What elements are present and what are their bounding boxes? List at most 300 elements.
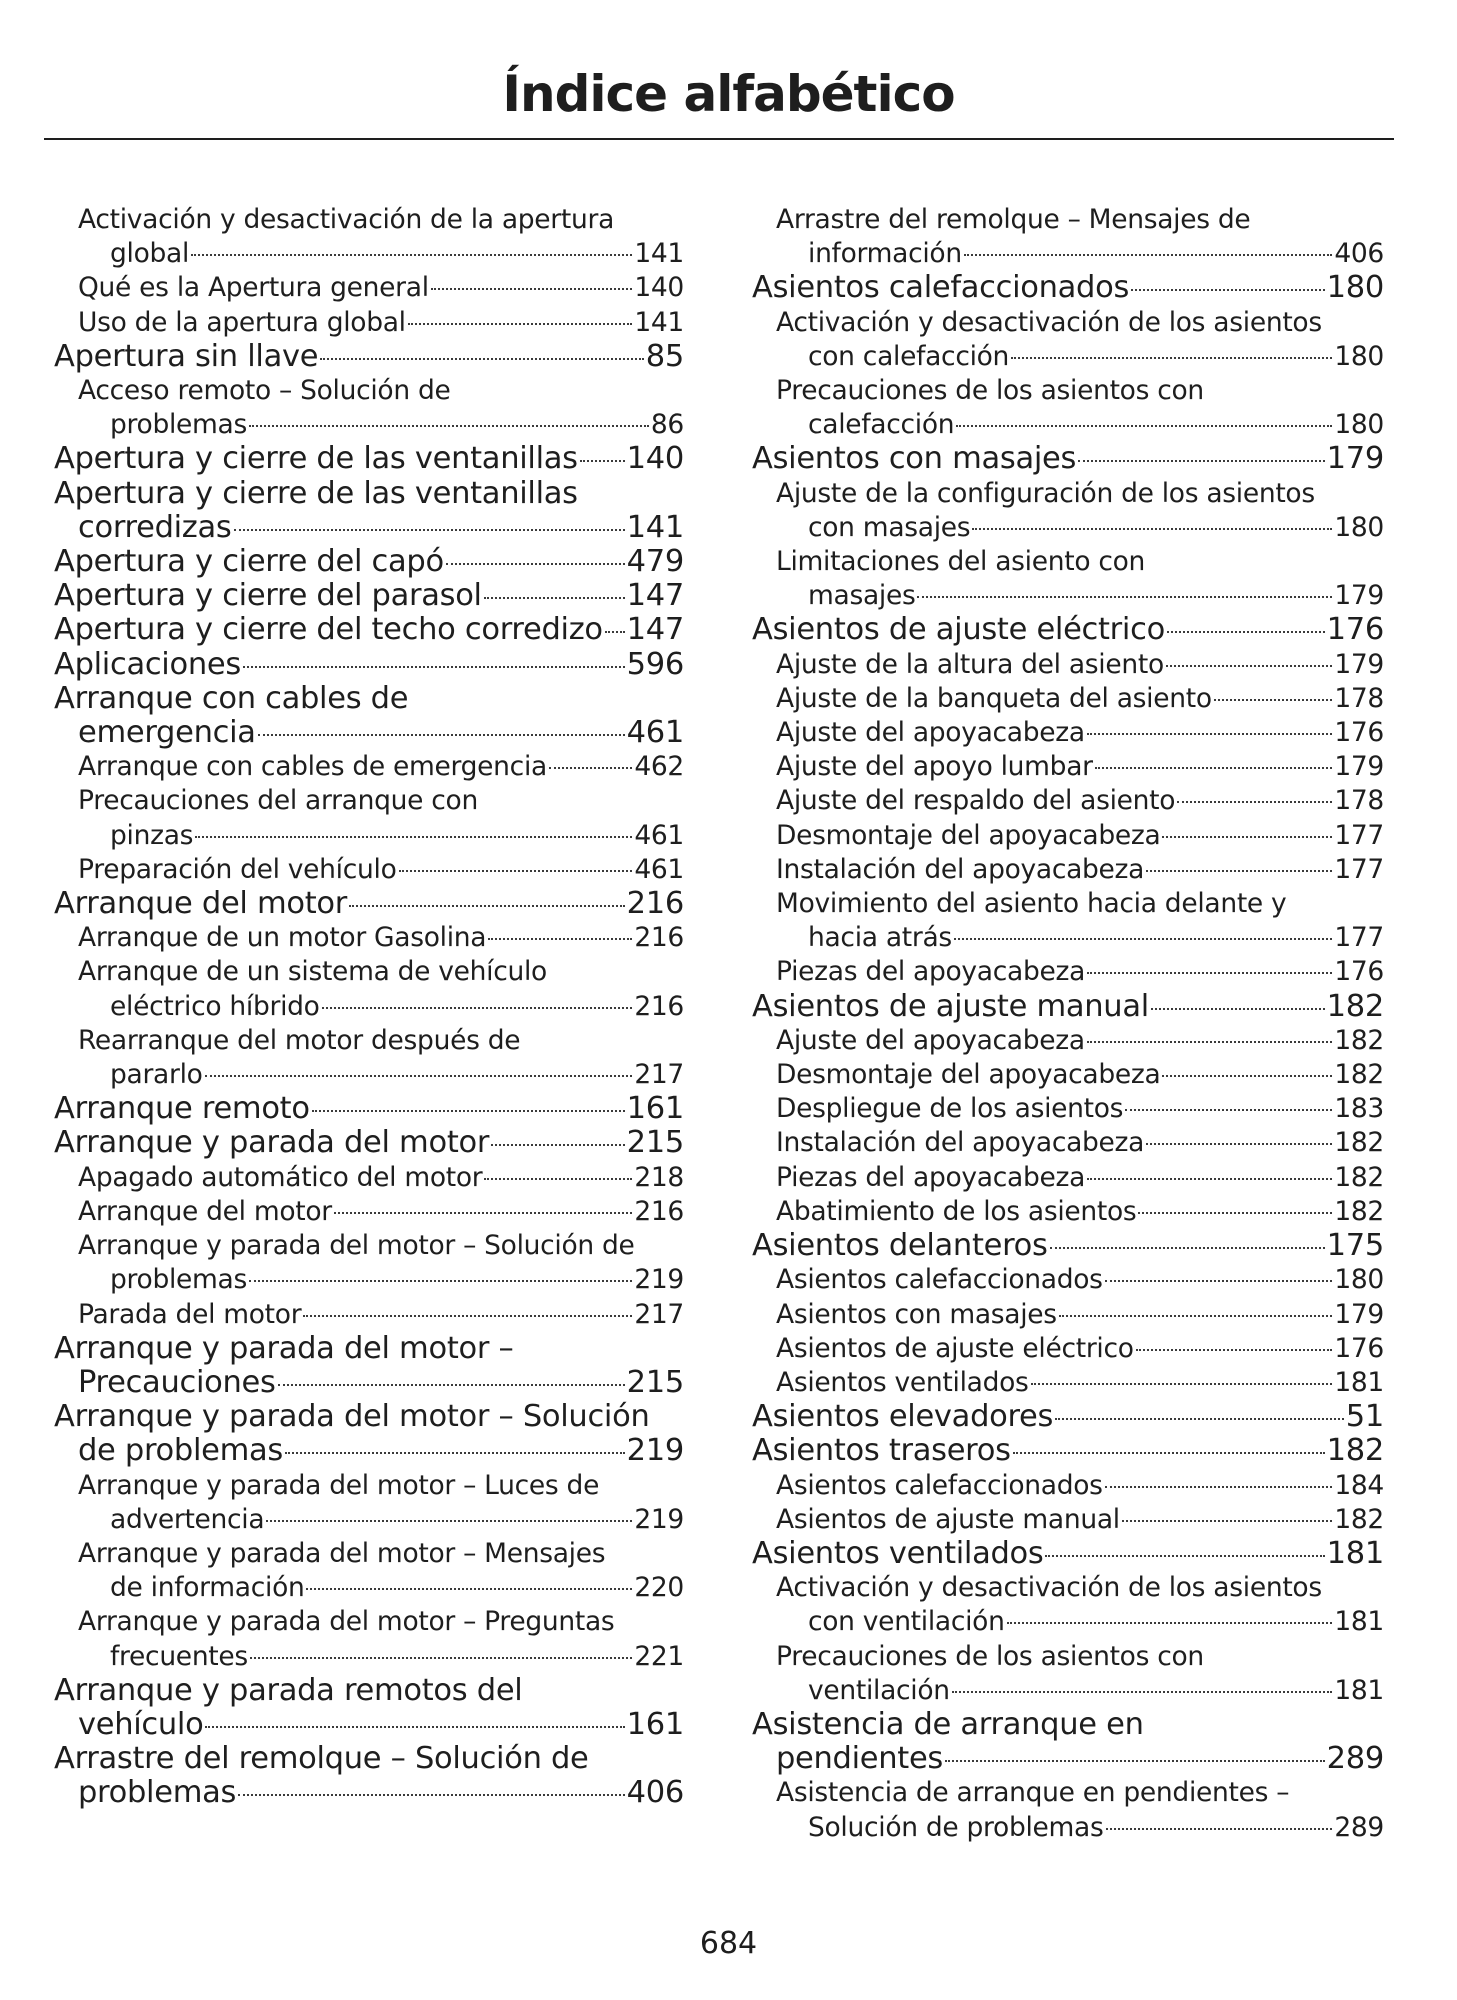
index-entry bbox=[54, 442, 684, 476]
entry-text: Arranque con cables de emergencia bbox=[78, 751, 547, 783]
page-reference: 184 bbox=[1334, 1469, 1384, 1501]
page-reference: 140 bbox=[634, 272, 684, 304]
entry-text: Movimiento del asiento hacia delante y bbox=[776, 888, 1287, 920]
entry-text: Precauciones del arranque con bbox=[78, 785, 478, 817]
index-subentry bbox=[752, 1161, 1384, 1195]
dot-leader bbox=[1106, 1828, 1333, 1830]
index-subentry bbox=[752, 1571, 1384, 1639]
page-reference: 182 bbox=[1334, 1127, 1384, 1159]
entry-text: de problemas bbox=[78, 1433, 284, 1469]
entry-text: Ajuste del apoyacabeza bbox=[776, 1024, 1085, 1056]
index-entry bbox=[54, 648, 684, 682]
dot-leader bbox=[258, 734, 625, 736]
dot-leader bbox=[945, 1760, 1325, 1762]
dot-leader bbox=[1087, 733, 1333, 735]
title-divider bbox=[44, 138, 1394, 140]
entry-text: Arrastre del remolque – Mensajes de bbox=[776, 204, 1251, 235]
page-reference: 177 bbox=[1334, 853, 1384, 885]
dot-leader bbox=[1095, 767, 1333, 769]
entry-text: Ajuste de la altura del asiento bbox=[776, 648, 1164, 680]
entry-text: Asientos calefaccionados bbox=[776, 1264, 1103, 1296]
entry-text: Apertura y cierre del capó bbox=[54, 544, 444, 580]
page-reference: 219 bbox=[626, 1433, 684, 1469]
dot-leader bbox=[605, 631, 625, 633]
page-reference: 179 bbox=[1326, 441, 1384, 477]
index-subentry bbox=[752, 887, 1384, 955]
dot-leader bbox=[249, 425, 649, 427]
index-subentry bbox=[752, 1776, 1384, 1844]
entry-text: Arranque y parada del motor – Mensajes bbox=[78, 1537, 606, 1569]
page-reference: 180 bbox=[1334, 340, 1384, 372]
entry-text: pendientes bbox=[776, 1741, 943, 1777]
index-subentry bbox=[54, 306, 684, 340]
page-reference: 86 bbox=[650, 409, 684, 441]
index-subentry bbox=[752, 784, 1384, 818]
page-reference: 180 bbox=[1334, 409, 1384, 441]
entry-text: Rearranque del motor después de bbox=[78, 1024, 521, 1056]
dot-leader bbox=[952, 1691, 1333, 1693]
index-entry bbox=[54, 613, 684, 647]
index-subentry bbox=[54, 750, 684, 784]
entry-text: Apagado automático del motor bbox=[78, 1161, 483, 1193]
entry-text: Activación y desactivación de los asientos bbox=[776, 306, 1322, 338]
page-reference: 289 bbox=[1334, 1811, 1384, 1843]
index-subentry bbox=[54, 203, 684, 271]
entry-text: Asientos calefaccionados bbox=[752, 270, 1130, 306]
dot-leader bbox=[334, 1212, 632, 1214]
dot-leader bbox=[320, 358, 644, 360]
index-subentry bbox=[54, 1024, 684, 1092]
index-entry bbox=[752, 442, 1384, 476]
dot-leader bbox=[306, 1588, 632, 1590]
index-column-left bbox=[54, 203, 684, 1811]
entry-text: Instalación del apoyacabeza bbox=[776, 1127, 1145, 1159]
index-subentry bbox=[752, 1126, 1384, 1160]
entry-text: con masajes bbox=[808, 511, 971, 543]
entry-text: Parada del motor bbox=[78, 1298, 302, 1330]
dot-leader bbox=[322, 1007, 633, 1009]
index-subentry bbox=[752, 682, 1384, 716]
entry-text: problemas bbox=[78, 1775, 237, 1811]
entry-text: Asientos calefaccionados bbox=[776, 1469, 1103, 1501]
page-reference: 181 bbox=[1326, 1535, 1384, 1571]
entry-text: Activación y desactivación de la apertura bbox=[78, 204, 615, 235]
dot-leader bbox=[1031, 1383, 1333, 1385]
index-subentry bbox=[54, 1605, 684, 1673]
index-entry bbox=[752, 1708, 1384, 1776]
dot-leader bbox=[1136, 1349, 1333, 1351]
index-subentry bbox=[752, 1332, 1384, 1366]
dot-leader bbox=[1078, 460, 1325, 462]
page-reference: 147 bbox=[626, 578, 684, 614]
page-reference: 182 bbox=[1334, 1024, 1384, 1056]
index-entry bbox=[54, 682, 684, 750]
index-subentry bbox=[752, 648, 1384, 682]
index-entry bbox=[752, 1537, 1384, 1571]
entry-text: calefacción bbox=[808, 409, 955, 441]
index-subentry bbox=[752, 750, 1384, 784]
index-column-right bbox=[752, 203, 1384, 1845]
page-reference: 51 bbox=[1345, 1399, 1384, 1435]
dot-leader bbox=[243, 666, 625, 668]
dot-leader bbox=[1131, 289, 1325, 291]
dot-leader bbox=[491, 1144, 625, 1146]
index-entry bbox=[752, 1400, 1384, 1434]
index-entry bbox=[54, 1332, 684, 1400]
index-subentry bbox=[752, 477, 1384, 545]
entry-text: Desmontaje del apoyacabeza bbox=[776, 819, 1161, 851]
dot-leader bbox=[349, 905, 625, 907]
index-entry bbox=[752, 1229, 1384, 1263]
index-subentry bbox=[752, 955, 1384, 989]
page-reference: 180 bbox=[1334, 511, 1384, 543]
page-reference: 596 bbox=[626, 646, 684, 682]
dot-leader bbox=[1011, 357, 1332, 359]
entry-text: Ajuste de la banqueta del asiento bbox=[776, 682, 1212, 714]
index-subentry bbox=[54, 1195, 684, 1229]
index-entry bbox=[54, 1400, 684, 1468]
entry-text: Asientos traseros bbox=[752, 1433, 1011, 1469]
entry-text: Abatimiento de los asientos bbox=[776, 1195, 1137, 1227]
entry-text: Despliegue de los asientos bbox=[776, 1093, 1124, 1125]
index-entry bbox=[54, 545, 684, 579]
index-subentry bbox=[752, 1024, 1384, 1058]
index-subentry bbox=[54, 1469, 684, 1537]
index-subentry bbox=[752, 1640, 1384, 1708]
index-entry bbox=[54, 1674, 684, 1742]
page-reference: 461 bbox=[626, 715, 684, 751]
entry-text: Arranque remoto bbox=[54, 1091, 310, 1127]
page-reference: 218 bbox=[634, 1161, 684, 1193]
index-subentry bbox=[54, 784, 684, 852]
page-reference: 216 bbox=[634, 922, 684, 954]
entry-text: Asientos ventilados bbox=[752, 1535, 1044, 1571]
index-entry bbox=[54, 1742, 684, 1810]
index-subentry bbox=[752, 716, 1384, 750]
page-reference: 217 bbox=[634, 1298, 684, 1330]
page-reference: 182 bbox=[1326, 1433, 1384, 1469]
dot-leader bbox=[1050, 1247, 1325, 1249]
dot-leader bbox=[285, 1452, 625, 1454]
entry-text: Ajuste del apoyo lumbar bbox=[776, 751, 1093, 783]
page-reference: 219 bbox=[634, 1264, 684, 1296]
dot-leader bbox=[205, 1726, 624, 1728]
page-reference: 161 bbox=[626, 1091, 684, 1127]
entry-text: Precauciones de los asientos con bbox=[776, 375, 1204, 407]
entry-text: Asientos elevadores bbox=[752, 1399, 1054, 1435]
dot-leader bbox=[1166, 665, 1332, 667]
dot-leader bbox=[956, 425, 1332, 427]
entry-text: Arranque y parada del motor – bbox=[54, 1330, 514, 1366]
entry-text: Asistencia de arranque en pendientes – bbox=[776, 1777, 1290, 1809]
entry-text: masajes bbox=[808, 580, 916, 612]
dot-leader bbox=[1146, 870, 1332, 872]
page-reference: 147 bbox=[626, 612, 684, 648]
index-subentry bbox=[752, 819, 1384, 853]
dot-leader bbox=[972, 528, 1332, 530]
entry-text: Arranque y parada remotos del bbox=[54, 1672, 523, 1708]
entry-text: Asientos ventilados bbox=[776, 1366, 1029, 1398]
entry-text: emergencia bbox=[78, 715, 256, 751]
entry-text: Apertura y cierre del techo corredizo bbox=[54, 612, 603, 648]
entry-text: Piezas del apoyacabeza bbox=[776, 956, 1086, 988]
page-reference: 141 bbox=[634, 306, 684, 338]
entry-text: Apertura y cierre del parasol bbox=[54, 578, 482, 614]
page-reference: 181 bbox=[1334, 1674, 1384, 1706]
dot-leader bbox=[1151, 1008, 1325, 1010]
dot-leader bbox=[1146, 1143, 1332, 1145]
index-subentry bbox=[54, 1161, 684, 1195]
dot-leader bbox=[205, 1075, 633, 1077]
entry-text: Qué es la Apertura general bbox=[78, 272, 429, 304]
dot-leader bbox=[278, 1384, 625, 1386]
index-subentry bbox=[54, 374, 684, 442]
entry-text: pararlo bbox=[110, 1059, 203, 1091]
index-subentry bbox=[54, 1537, 684, 1605]
index-entry bbox=[54, 887, 684, 921]
entry-text: de información bbox=[110, 1572, 305, 1604]
page-reference: 176 bbox=[1334, 717, 1384, 749]
dot-leader bbox=[266, 1520, 632, 1522]
index-subentry bbox=[54, 853, 684, 887]
dot-leader bbox=[238, 1794, 625, 1796]
entry-text: Arranque de un sistema de vehículo bbox=[78, 956, 547, 988]
dot-leader bbox=[1167, 631, 1325, 633]
page-reference: 216 bbox=[626, 886, 684, 922]
page-reference: 182 bbox=[1334, 1503, 1384, 1535]
page-reference: 180 bbox=[1334, 1264, 1384, 1296]
dot-leader bbox=[1007, 1622, 1333, 1624]
dot-leader bbox=[312, 1110, 625, 1112]
dot-leader bbox=[303, 1315, 632, 1317]
index-subentry bbox=[752, 1263, 1384, 1297]
dot-leader bbox=[917, 596, 1332, 598]
index-subentry bbox=[752, 1298, 1384, 1332]
dot-leader bbox=[954, 938, 1332, 940]
index-subentry bbox=[54, 1298, 684, 1332]
entry-text: Arranque y parada del motor bbox=[54, 1125, 490, 1161]
index-subentry bbox=[54, 271, 684, 305]
entry-text: Ajuste del apoyacabeza bbox=[776, 717, 1085, 749]
page-reference: 141 bbox=[626, 509, 684, 545]
entry-text: Uso de la apertura global bbox=[78, 306, 406, 338]
entry-text: Preparación del vehículo bbox=[78, 853, 397, 885]
dot-leader bbox=[1105, 1486, 1333, 1488]
dot-leader bbox=[191, 254, 632, 256]
entry-text: Asientos de ajuste manual bbox=[776, 1503, 1120, 1535]
dot-leader bbox=[484, 1178, 632, 1180]
entry-text: Precauciones bbox=[78, 1364, 276, 1400]
page-reference: 461 bbox=[634, 819, 684, 851]
dot-leader bbox=[1055, 1418, 1344, 1420]
dot-leader bbox=[1162, 836, 1332, 838]
entry-text: advertencia bbox=[110, 1503, 265, 1535]
index-subentry bbox=[752, 1366, 1384, 1400]
entry-text: Arranque y parada del motor – Solución de bbox=[78, 1230, 635, 1262]
page-reference: 461 bbox=[634, 853, 684, 885]
page-reference: 176 bbox=[1334, 1332, 1384, 1364]
entry-text: Asientos delanteros bbox=[752, 1228, 1048, 1264]
index-subentry bbox=[752, 374, 1384, 442]
entry-text: Asientos de ajuste manual bbox=[752, 988, 1149, 1024]
entry-text: Instalación del apoyacabeza bbox=[776, 853, 1145, 885]
entry-text: frecuentes bbox=[110, 1640, 248, 1672]
entry-text: con calefacción bbox=[808, 340, 1010, 372]
dot-leader bbox=[446, 563, 625, 565]
index-subentry bbox=[752, 1058, 1384, 1092]
entry-text: Asientos con masajes bbox=[776, 1298, 1057, 1330]
index-subentry bbox=[54, 921, 684, 955]
index-subentry bbox=[752, 203, 1384, 271]
page-reference: 179 bbox=[1334, 648, 1384, 680]
dot-leader bbox=[408, 323, 633, 325]
dot-leader bbox=[1214, 699, 1333, 701]
page-reference: 216 bbox=[634, 990, 684, 1022]
page-reference: 161 bbox=[626, 1706, 684, 1742]
page-reference: 176 bbox=[1334, 956, 1384, 988]
page-reference: 141 bbox=[634, 238, 684, 270]
entry-text: Arranque y parada del motor – Luces de bbox=[78, 1469, 600, 1501]
index-entry bbox=[54, 1092, 684, 1126]
dot-leader bbox=[549, 767, 632, 769]
dot-leader bbox=[1087, 1041, 1333, 1043]
dot-leader bbox=[1177, 801, 1332, 803]
page-reference: 182 bbox=[1326, 988, 1384, 1024]
entry-text: Asientos de ajuste eléctrico bbox=[752, 612, 1165, 648]
page-reference: 221 bbox=[634, 1640, 684, 1672]
dot-leader bbox=[250, 1657, 632, 1659]
page-reference: 177 bbox=[1334, 922, 1384, 954]
dot-leader bbox=[1059, 1315, 1333, 1317]
index-entry bbox=[54, 340, 684, 374]
dot-leader bbox=[399, 870, 633, 872]
page-reference: 462 bbox=[634, 751, 684, 783]
entry-text: problemas bbox=[110, 409, 247, 441]
dot-leader bbox=[1087, 1178, 1332, 1180]
page-reference: 215 bbox=[626, 1364, 684, 1400]
page-reference: 479 bbox=[626, 544, 684, 580]
entry-text: Apertura sin llave bbox=[54, 338, 319, 374]
page-reference: 181 bbox=[1334, 1606, 1384, 1638]
entry-text: eléctrico híbrido bbox=[110, 990, 320, 1022]
index-subentry bbox=[752, 853, 1384, 887]
dot-leader bbox=[1122, 1520, 1332, 1522]
index-entry bbox=[752, 613, 1384, 647]
page-reference: 219 bbox=[634, 1503, 684, 1535]
entry-text: Activación y desactivación de los asientos bbox=[776, 1572, 1322, 1604]
entry-text: Asientos de ajuste eléctrico bbox=[776, 1332, 1134, 1364]
entry-text: Ajuste de la configuración de los asientos bbox=[776, 477, 1315, 509]
dot-leader bbox=[1138, 1212, 1332, 1214]
page-reference: 179 bbox=[1334, 580, 1384, 612]
index-subentry bbox=[752, 1195, 1384, 1229]
index-entry bbox=[752, 271, 1384, 305]
index-entry bbox=[54, 477, 684, 545]
page-reference: 178 bbox=[1334, 682, 1384, 714]
dot-leader bbox=[431, 288, 633, 290]
index-subentry bbox=[752, 1503, 1384, 1537]
dot-leader bbox=[484, 597, 625, 599]
entry-text: global bbox=[110, 238, 190, 270]
entry-text: Solución de problemas bbox=[808, 1811, 1104, 1843]
page-reference: 182 bbox=[1334, 1195, 1384, 1227]
page-title: Índice alfabético bbox=[502, 65, 955, 123]
entry-text: Asistencia de arranque en bbox=[752, 1706, 1144, 1742]
page-reference: 220 bbox=[634, 1572, 684, 1604]
entry-text: Ajuste del respaldo del asiento bbox=[776, 785, 1176, 817]
dot-leader bbox=[249, 1280, 632, 1282]
page-reference: 406 bbox=[1334, 238, 1384, 270]
entry-text: Piezas del apoyacabeza bbox=[776, 1161, 1086, 1193]
page-reference: 183 bbox=[1334, 1093, 1384, 1125]
page-number: 684 bbox=[699, 1926, 758, 1961]
dot-leader bbox=[488, 938, 632, 940]
page-reference: 217 bbox=[634, 1059, 684, 1091]
page-reference: 406 bbox=[626, 1775, 684, 1811]
index-entry bbox=[54, 579, 684, 613]
entry-text: pinzas bbox=[110, 819, 194, 851]
entry-text: Arranque del motor bbox=[78, 1195, 332, 1227]
dot-leader bbox=[580, 460, 625, 462]
index-subentry bbox=[752, 306, 1384, 374]
entry-text: información bbox=[808, 238, 962, 270]
dot-leader bbox=[1013, 1452, 1325, 1454]
index-subentry bbox=[54, 955, 684, 1023]
page-reference: 215 bbox=[626, 1125, 684, 1161]
entry-text: Apertura y cierre de las ventanillas bbox=[54, 441, 578, 477]
entry-text: Aplicaciones bbox=[54, 646, 241, 682]
entry-text: Arranque y parada del motor – Solución bbox=[54, 1399, 650, 1435]
dot-leader bbox=[1087, 972, 1332, 974]
dot-leader bbox=[1105, 1280, 1333, 1282]
entry-text: Apertura y cierre de las ventanillas bbox=[54, 475, 578, 511]
entry-text: hacia atrás bbox=[808, 922, 952, 954]
index-entry bbox=[752, 1434, 1384, 1468]
index-subentry bbox=[54, 1229, 684, 1297]
entry-text: Arranque y parada del motor – Preguntas bbox=[78, 1606, 615, 1638]
entry-text: vehículo bbox=[78, 1706, 204, 1742]
page-reference: 182 bbox=[1334, 1161, 1384, 1193]
page-reference: 176 bbox=[1326, 612, 1384, 648]
entry-text: problemas bbox=[110, 1264, 247, 1296]
entry-text: Asientos con masajes bbox=[752, 441, 1077, 477]
entry-text: Arranque de un motor Gasolina bbox=[78, 922, 487, 954]
page-reference: 175 bbox=[1326, 1228, 1384, 1264]
entry-text: Limitaciones del asiento con bbox=[776, 546, 1146, 578]
page-reference: 289 bbox=[1326, 1741, 1384, 1777]
dot-leader bbox=[1162, 1075, 1332, 1077]
page-reference: 182 bbox=[1334, 1059, 1384, 1091]
dot-leader bbox=[234, 529, 625, 531]
entry-text: Arranque con cables de bbox=[54, 680, 409, 716]
entry-text: corredizas bbox=[78, 509, 232, 545]
page-reference: 180 bbox=[1326, 270, 1384, 306]
entry-text: Desmontaje del apoyacabeza bbox=[776, 1059, 1161, 1091]
entry-text: Arranque del motor bbox=[54, 886, 348, 922]
dot-leader bbox=[964, 254, 1332, 256]
page-reference: 140 bbox=[626, 441, 684, 477]
dot-leader bbox=[195, 836, 632, 838]
page-reference: 179 bbox=[1334, 751, 1384, 783]
entry-text: Precauciones de los asientos con bbox=[776, 1640, 1204, 1672]
entry-text: Arrastre del remolque – Solución de bbox=[54, 1741, 589, 1777]
dot-leader bbox=[1125, 1109, 1332, 1111]
index-subentry bbox=[752, 545, 1384, 613]
page-reference: 179 bbox=[1334, 1298, 1384, 1330]
page-reference: 181 bbox=[1334, 1366, 1384, 1398]
index-subentry bbox=[752, 1092, 1384, 1126]
page-reference: 85 bbox=[645, 338, 684, 374]
